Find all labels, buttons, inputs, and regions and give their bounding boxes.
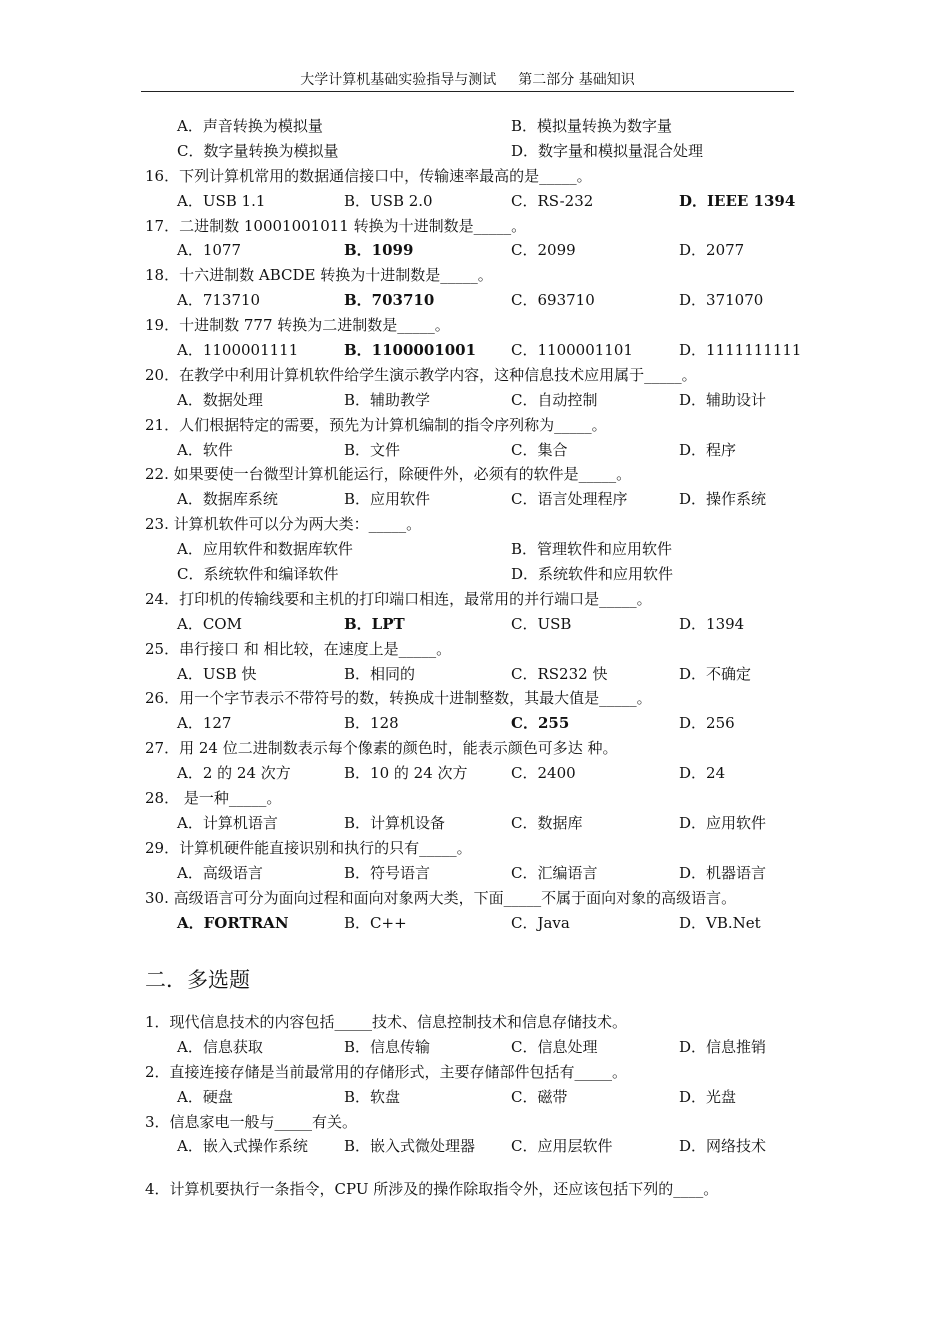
answer-option: B．符号语言 [344, 863, 431, 882]
answer-option: D．光盘 [679, 1087, 737, 1106]
options-row [0, 487, 950, 512]
answer-option: B．相同的 [344, 664, 416, 683]
vertical-spacer [0, 1159, 950, 1177]
answer-option: C．RS-232 [511, 191, 594, 210]
answer-option: D．2077 [679, 241, 745, 260]
question-row [0, 836, 950, 861]
page-header [141, 71, 794, 92]
answer-option: D．256 [679, 714, 735, 733]
answer-option: D．程序 [679, 440, 737, 459]
options-row [0, 338, 950, 363]
question-text: 30. 高级语言可分为面向过程和面向对象两大类，下面_____不属于面向对象的高级语言。 [145, 888, 737, 907]
options-row [0, 238, 950, 263]
question-text: 28． 是一种_____。 [145, 789, 282, 808]
answer-option: A．USB 1.1 [177, 191, 266, 210]
answer-option: A．COM [177, 614, 242, 633]
answer-option: D．VB.Net [679, 913, 761, 932]
answer-option: B．128 [344, 714, 399, 733]
question-text: 24．打印机的传输线要和主机的打印端口相连，最常用的并行端口是_____。 [145, 589, 652, 608]
question-row [0, 786, 950, 811]
answer-option: D．371070 [679, 291, 764, 310]
question-row [0, 686, 950, 711]
question-row [0, 512, 950, 537]
question-row [0, 313, 950, 338]
options-row [0, 114, 950, 139]
question-text: 17．二进制数 10001001011 转换为十进制数是_____。 [145, 216, 527, 235]
question-text: 29．计算机硬件能直接识别和执行的只有_____。 [145, 838, 472, 857]
question-text: 26．用一个字节表示不带符号的数，转换成十进制整数，其最大值是_____。 [145, 689, 652, 708]
question-text: 2．直接连接存储是当前最常用的存储形式，主要存储部件包括有_____。 [145, 1062, 628, 1081]
answer-option: C．语言处理程序 [511, 490, 628, 509]
question-text: 22. 如果要使一台微型计算机能运行，除硬件外，必须有的软件是_____。 [145, 465, 632, 484]
answer-option: D．数字量和模拟量混合处理 [511, 141, 704, 160]
answer-option: D．系统软件和应用软件 [511, 565, 674, 584]
question-row [0, 587, 950, 612]
answer-option: A．2 的 24 次方 [177, 764, 291, 783]
answer-option: D．1394 [679, 614, 745, 633]
answer-option: C．2400 [511, 764, 576, 783]
answer-option: B．计算机设备 [344, 813, 446, 832]
question-row [0, 263, 950, 288]
question-text: 20．在教学中利用计算机软件给学生演示教学内容，这种信息技术应用属于_____。 [145, 365, 697, 384]
options-row [0, 711, 950, 736]
question-text: 27．用 24 位二进制数表示每个像素的颜色时，能表示颜色可多达 种。 [145, 739, 618, 758]
question-row [0, 886, 950, 911]
answer-option: B．USB 2.0 [344, 191, 433, 210]
answer-option: A．127 [177, 714, 232, 733]
answer-option: A．713710 [177, 291, 261, 310]
question-row [0, 164, 950, 189]
options-row [0, 1035, 950, 1060]
question-row [0, 462, 950, 487]
section-title: 二．多选题 [145, 968, 250, 992]
options-row [0, 562, 950, 587]
options-row [0, 537, 950, 562]
options-row [0, 761, 950, 786]
answer-option: A．USB 快 [177, 664, 257, 683]
question-row [0, 1060, 950, 1085]
question-text: 21．人们根据特定的需要，预先为计算机编制的指令序列称为_____。 [145, 415, 607, 434]
question-row [0, 1177, 950, 1202]
question-row [0, 214, 950, 239]
answer-option: D．操作系统 [679, 490, 767, 509]
answer-option: C．USB [511, 614, 572, 633]
answer-option: A．应用软件和数据库软件 [177, 540, 353, 559]
question-row [0, 1110, 950, 1135]
options-row [0, 189, 950, 214]
answer-option: C．1100001101 [511, 341, 633, 360]
answer-option: C．数据库 [511, 813, 583, 832]
answer-option: D．信息推销 [679, 1037, 767, 1056]
question-text: 1．现代信息技术的内容包括_____技术、信息控制技术和信息存储技术。 [145, 1013, 628, 1031]
answer-option: C．RS232 快 [511, 664, 608, 683]
answer-option: C．信息处理 [511, 1037, 598, 1056]
answer-option: B．辅助教学 [344, 390, 431, 409]
answer-option: A．数据库系统 [177, 490, 278, 509]
answer-option: C．693710 [511, 291, 595, 310]
answer-option: C．自动控制 [511, 390, 598, 409]
answer-option: B．703710 [344, 291, 435, 310]
answer-option: A．FORTRAN [177, 913, 289, 932]
answer-option: C．汇编语言 [511, 863, 598, 882]
answer-option: B．LPT [344, 614, 405, 633]
answer-option: C．255 [511, 714, 570, 733]
answer-option: B．1100001001 [344, 341, 477, 360]
options-row [0, 288, 950, 313]
question-row [0, 736, 950, 761]
answer-option: A．硬盘 [177, 1087, 233, 1106]
answer-option: A．1077 [177, 241, 242, 260]
answer-option: C．2099 [511, 241, 576, 260]
answer-option: D．1111111111 [679, 341, 802, 360]
question-text: 23. 计算机软件可以分为两大类：_____。 [145, 515, 422, 534]
answer-option: C．应用层软件 [511, 1137, 613, 1156]
answer-option: C．系统软件和编译软件 [177, 565, 339, 584]
answer-option: A．数据处理 [177, 390, 263, 409]
options-row [0, 1134, 950, 1159]
question-text: 16．下列计算机常用的数据通信接口中，传输速率最高的是_____。 [145, 166, 592, 185]
answer-option: A．软件 [177, 440, 233, 459]
answer-option: B．嵌入式微处理器 [344, 1137, 476, 1156]
answer-option: C．磁带 [511, 1087, 568, 1106]
options-row [0, 911, 950, 936]
answer-option: B．信息传输 [344, 1037, 431, 1056]
answer-option: B．软盘 [344, 1087, 401, 1106]
answer-option: A．嵌入式操作系统 [177, 1137, 308, 1156]
options-row [0, 662, 950, 687]
answer-option: A．信息获取 [177, 1037, 263, 1056]
question-text: 3．信息家电一般与_____有关。 [145, 1112, 358, 1131]
multiple-choice-section [0, 1010, 950, 1202]
answer-option: D．不确定 [679, 664, 752, 683]
answer-option: C．Java [511, 913, 570, 932]
options-row [0, 388, 950, 413]
question-row [0, 1010, 950, 1035]
answer-option: A．高级语言 [177, 863, 263, 882]
single-choice-section [0, 114, 950, 935]
question-row [0, 363, 950, 388]
question-text: 19．十进制数 777 转换为二进制数是_____。 [145, 316, 450, 335]
options-row [0, 1085, 950, 1110]
answer-option: D．24 [679, 764, 726, 783]
answer-option: C．数字量转换为模拟量 [177, 141, 339, 160]
answer-option: B．文件 [344, 440, 401, 459]
answer-option: B．C++ [344, 913, 407, 932]
answer-option: B．模拟量转换为数字量 [511, 117, 673, 135]
answer-option: D．机器语言 [679, 863, 767, 882]
header-book-title: 大学计算机基础实验指导与测试 [300, 72, 497, 88]
header-section: 第二部分 基础知识 [518, 72, 635, 88]
question-text: 4．计算机要执行一条指令，CPU 所涉及的操作除取指令外，还应该包括下列的____。 [145, 1180, 719, 1199]
answer-option: D．应用软件 [679, 813, 767, 832]
options-row [0, 612, 950, 637]
answer-option: D．辅助设计 [679, 390, 767, 409]
question-text: 18．十六进制数 ABCDE 转换为十进制数是_____。 [145, 266, 493, 285]
options-row [0, 139, 950, 164]
answer-option: A．1100001111 [177, 341, 299, 360]
question-text: 25．串行接口 和 相比较，在速度上是_____。 [145, 639, 452, 658]
answer-option: B．管理软件和应用软件 [511, 540, 673, 559]
options-row [0, 811, 950, 836]
question-row [0, 637, 950, 662]
answer-option: B．1099 [344, 241, 414, 260]
answer-option: A．计算机语言 [177, 813, 278, 832]
answer-option: C．集合 [511, 440, 568, 459]
answer-option: B．应用软件 [344, 490, 431, 509]
question-row [0, 413, 950, 438]
options-row [0, 861, 950, 886]
options-row [0, 438, 950, 463]
answer-option: D．网络技术 [679, 1137, 767, 1156]
answer-option: A．声音转换为模拟量 [177, 117, 323, 135]
answer-option: D．IEEE 1394 [679, 191, 796, 210]
answer-option: B．10 的 24 次方 [344, 764, 468, 783]
